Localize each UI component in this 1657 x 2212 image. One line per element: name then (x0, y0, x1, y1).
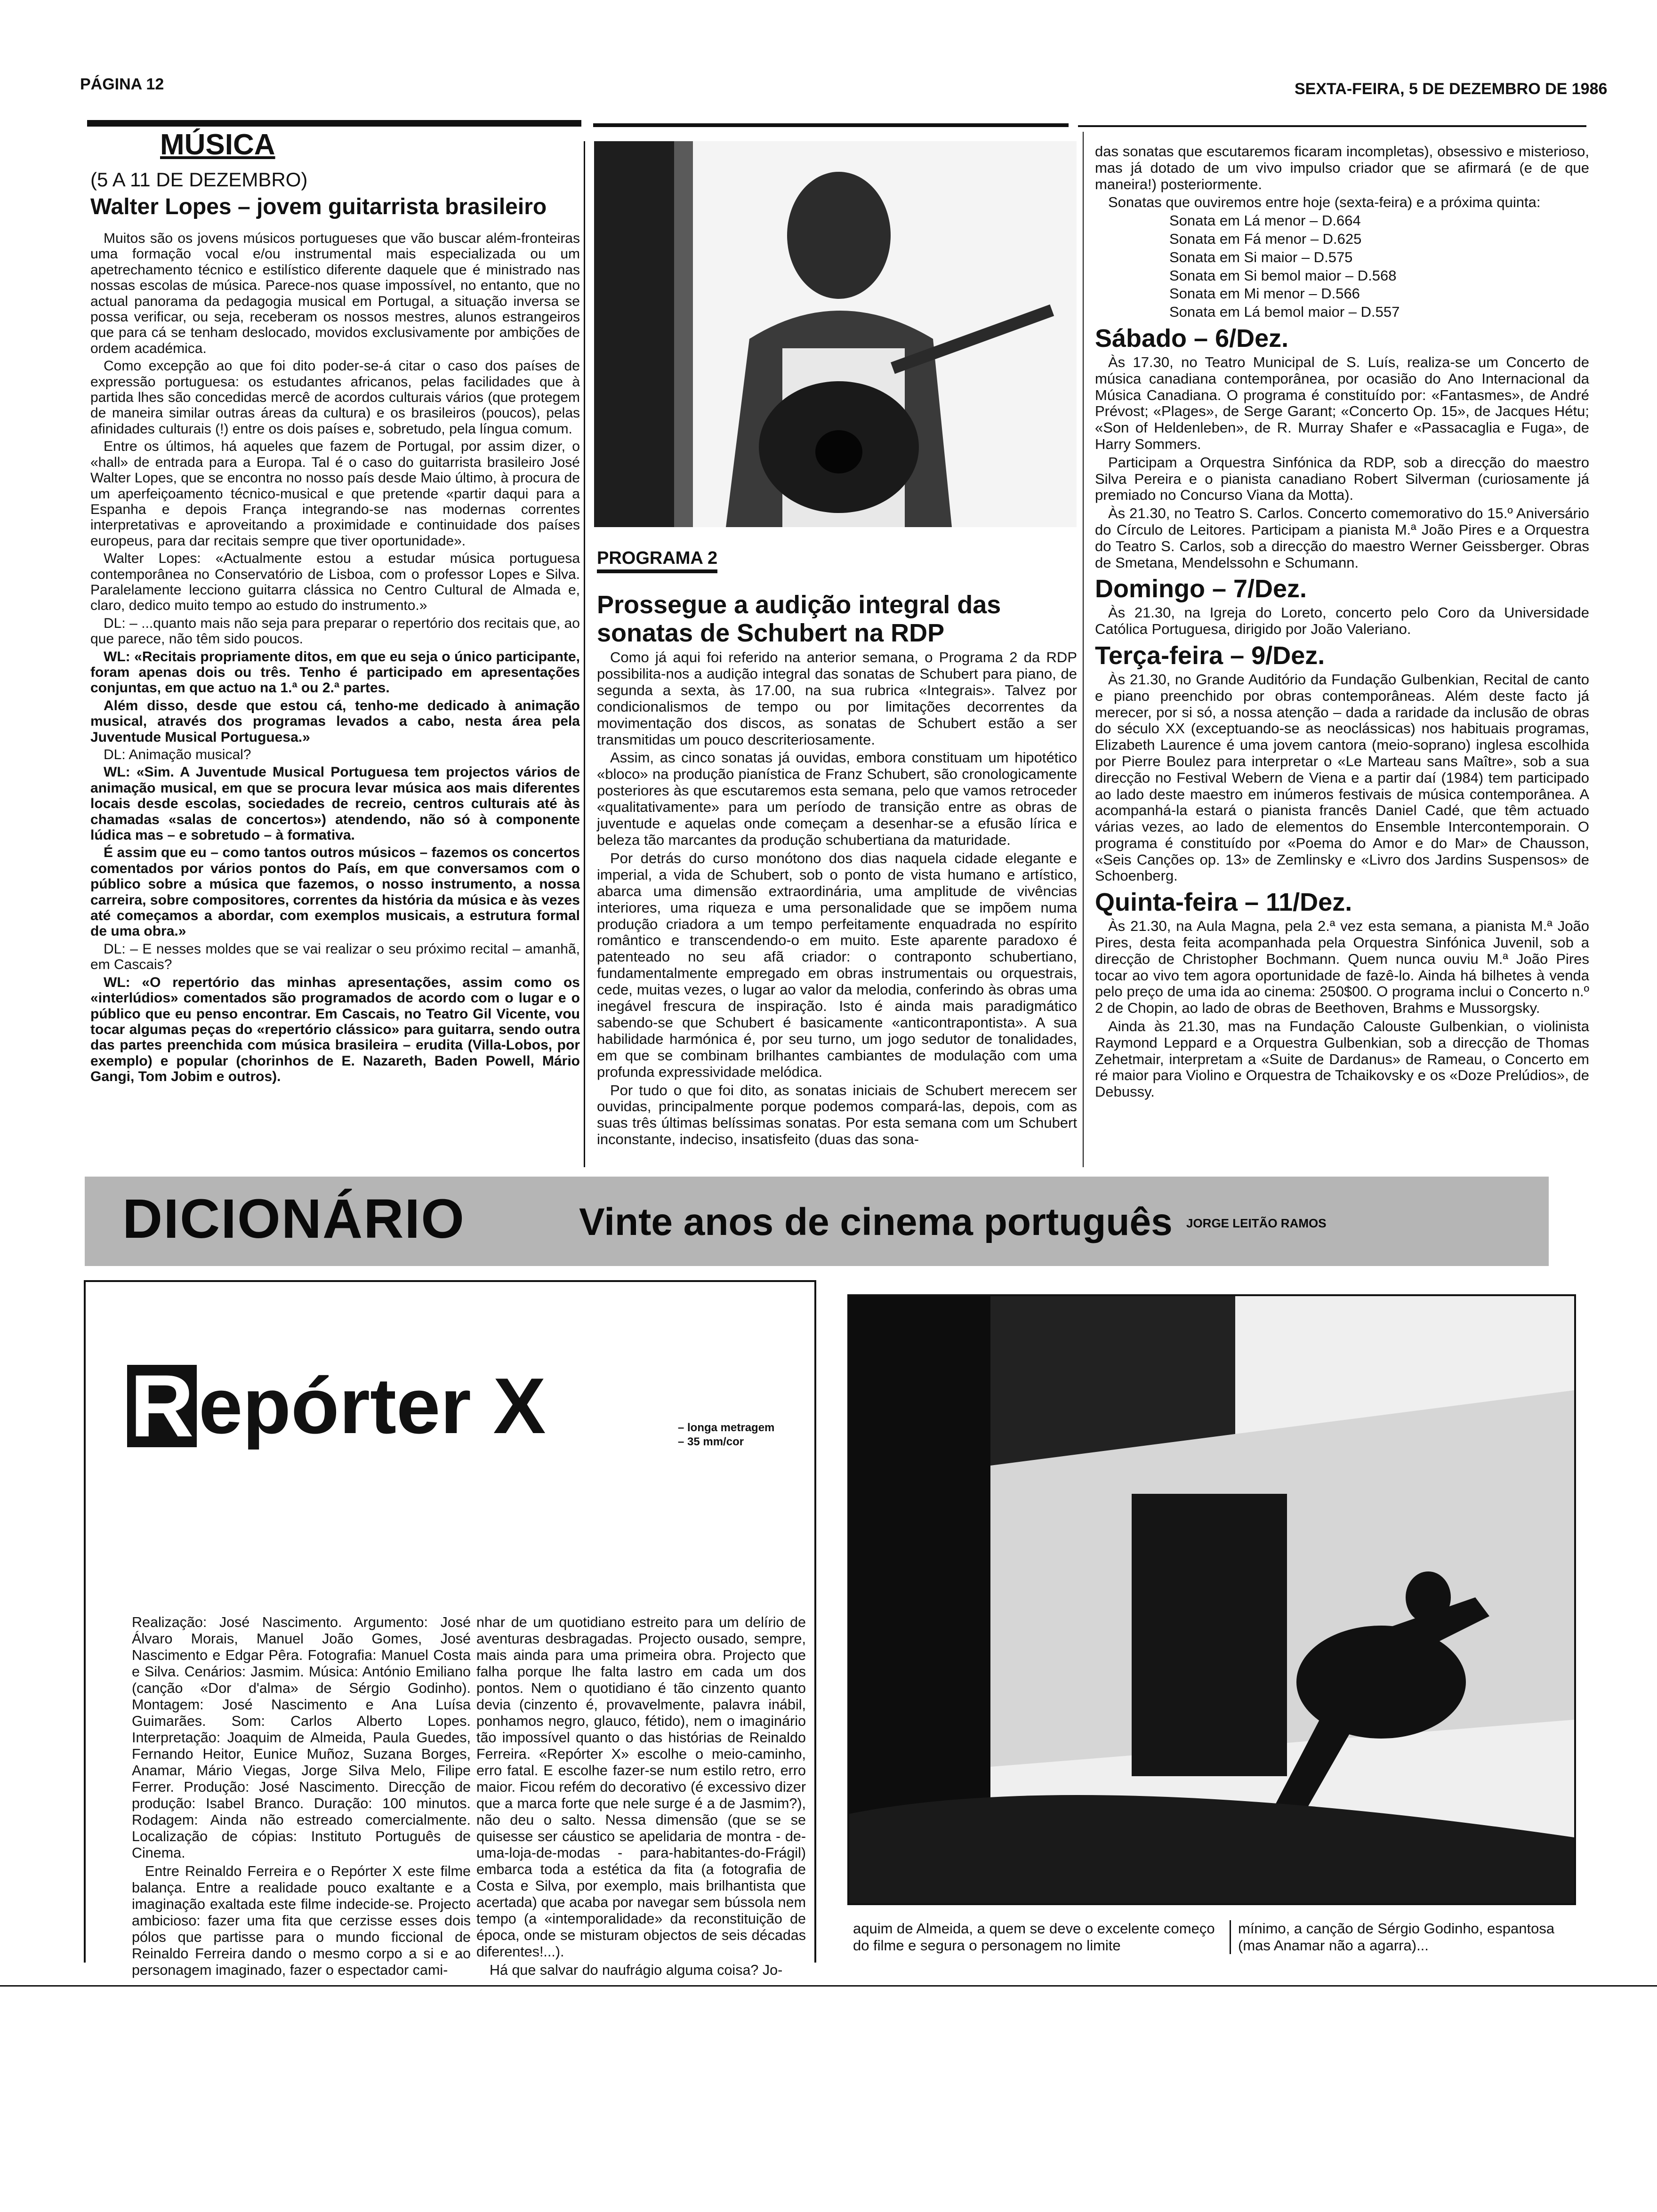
page-date: SEXTA-FEIRA, 5 DE DEZEMBRO DE 1986 (1295, 80, 1608, 98)
musica-paragraph: DL: – ...quanto mais não seja para preparar o repertório dos recitais que, ao que parece, não têm sido poucos. (90, 615, 580, 647)
sonata-item: Sonata em Lá bemol maior – D.557 (1169, 304, 1400, 321)
musica-paragraph: DL: Animação musical? (104, 747, 251, 762)
reporter-column-2 (476, 1614, 806, 1980)
musica-paragraph: WL: «Recitais propriamente ditos, em que eu seja o único participante, foram apenas dois ou três. Tenho é participado em apresentações conjuntas, em que actuo na 1.ª ou 2.ª partes. (90, 649, 580, 696)
musica-paragraph: Entre os últimos, há aqueles que fazem de Portugal, por assim dizer, o «hall» de entrada para a Europa. Tal é o caso do guitarrista brasileiro José Walter Lopes, que se encontra no nosso país desde Maio último, à procura de um aperfeiçoamento técnico-musical e que pretende «partir daqui para a Espanha e depois França integrando-se nas modernas correntes interpretativas e aproveitando a proximidade e continuidade dos países europeus, para dar recitais sempre que tiver oportunidade». (90, 439, 580, 549)
domingo-paragraph: Às 21.30, na Igreja do Loreto, concerto pelo Coro da Universidade Católica Portuguesa, dirigido por João Valeriano. (1095, 604, 1589, 638)
agenda-intro: das sonatas que escutaremos ficaram incompletas), obsessivo e misterioso, mas já dotado de um vivo impulso criador que se afirmará (e de que maneira!) posteriormente. (1095, 143, 1589, 192)
musica-paragraph: Como excepção ao que foi dito poder-se-á citar o caso dos países de expressão portuguesa: os estudantes africanos, pelas facilidades que à partida lhes são concedidas mercê de acordos culturais vários (que protegem de maneira similar outras áreas da cultura) e os brasileiros (poucos), pelas afinidades culturais (!) entre os dois países e, sobretudo, pela língua comum. (90, 358, 580, 437)
programa-headline: Prossegue a audição integral das sonatas de Schubert na RDP (597, 591, 1001, 647)
reporter-title: epórter X (199, 1362, 546, 1450)
sabado-paragraph: Às 17.30, no Teatro Municipal de S. Luís, realiza-se um Concerto de música canadiana contemporânea, por ocasião do Ano Internacional da Música Canadiana. O programa é constituído por: «Fantasmes», de André Prévost; «Plages», de Serge Garant; «Concerto Op. 15», de Jacques Hétu; «Son of Heldenleben», de R. Murray Shafer e «Passacaglia e Fuga», de Harry Sommers. (1095, 353, 1589, 452)
programa-paragraph: Por tudo o que foi dito, as sonatas iniciais de Schubert merecem ser ouvidas, principalmente porque podemos compará-las, depois, com as suas três últimas belíssimas sonatas. Por esta semana com um Schubert inconstante, indeciso, insatisfeito (duas das sona- (597, 1082, 1077, 1148)
reporter-column-1 (132, 1614, 471, 1980)
film-caption-1: aquim de Almeida, a quem se deve o excelente começo do filme e segura o personagem no limite (853, 1920, 1231, 1954)
reporter-paragraph: Há que salvar do naufrágio alguma coisa? Jo- (490, 1962, 783, 1978)
reporter-frame-top (84, 1280, 816, 1282)
top-rule-left (87, 120, 581, 127)
reporter-paragraph: Entre Reinaldo Ferreira e o Repórter X este filme balança. Entre a realidade pouco exaltante e a imaginação exaltada este filme indecide-se. Projecto ambicioso: fazer uma fita que cerzisse esses dois pólos que partisse para o mundo ficcional de Reinaldo Ferreira dando o mesmo corpo a si e ao personagem imaginado, fazer o espectador cami- (132, 1863, 471, 1978)
sonata-item: Sonata em Si maior – D.575 (1169, 248, 1353, 265)
quinta-title: Quinta-feira – 11/Dez. (1095, 888, 1352, 917)
programa-paragraph: Como já aqui foi referido na anterior semana, o Programa 2 da RDP possibilita-nos a audição integral das sonatas de Schubert para piano, de segunda a sexta, às 17.00, na sua rubrica «Integrais». Talvez por condicionalismos de tempo ou por limitações decorrentes da movimentação dos discos, as sonatas de Schubert estão a ser transmitidas um pouco descriteriosamente. (597, 649, 1077, 748)
sonata-item: Sonata em Si bemol maior – D.568 (1169, 267, 1397, 284)
guitarist-photo (594, 141, 1077, 527)
musica-body (90, 231, 580, 1087)
agenda-body (1095, 144, 1589, 1102)
sabado-paragraph: Participam a Orquestra Sinfónica da RDP, sob a direcção do maestro Silva Pereira e o pianista canadiano Robert Silverman (curiosamente já premiado no Concurso Viana da Motta). (1095, 454, 1589, 504)
top-rule-right (1078, 125, 1586, 127)
musica-dates: (5 A 11 DE DEZEMBRO) (90, 168, 308, 191)
quinta-paragraph: Às 21.30, na Aula Magna, pela 2.ª vez esta semana, a pianista M.ª João Pires, desta feita acompanhada pela Orquestra Sinfónica Juvenil, sob a direcção de Christopher Bochmann. Quem nunca ouviu M.ª João Pires tocar ao vivo tem agora oportunidade de fazê-lo. Ainda há bilhetes à venda pelo preço de uma ida ao cinema: 250$00. O programa inclui o Concerto n.º 2 de Chopin, ao lado de obras de Beethoven, Brahms e Mussorgsky. (1095, 918, 1589, 1017)
quinta-paragraph: Ainda às 21.30, mas na Fundação Calouste Gulbenkian, o violinista Raymond Leppard e a Orquestra Gulbenkian, sob a direcção de Thomas Zehetmair, interpretam a «Suite de Dardanus» de Rameau, o Concerto em ré maior para Violino e Orquestra de Tchaikovsky e os «Doze Prelúdios», de Debussy. (1095, 1018, 1589, 1100)
reporter-frame-mid (814, 1280, 816, 1963)
top-rule-mid (593, 123, 1069, 127)
programa-label: PROGRAMA 2 (597, 548, 717, 573)
dicionario-author: JORGE LEITÃO RAMOS (1186, 1216, 1327, 1230)
column-divider-2 (1083, 132, 1084, 1167)
programa-paragraph: Por detrás do curso monótono dos dias naquela cidade elegante e imperial, a vida de Schubert, sob o ponto de vista humano e artístico, abarca uma dimensão extraordinária, uma amplitude de vivências interiores, uma riqueza e uma personalidade que se impõem numa produção criadora a um tempo perfeitamente enquadrada no espírito romântico e transcendendo-o em muito. Este aparente paradoxo é patenteado no seu afã criador: o contraponto schubertiano, fundamentalmente empregado em obras instrumentais ou orquestrais, cede, muitas vezes, o lugar ao valor da melodia, conferindo às obras uma inegável frescura de inspiração. Isto é ainda mais paradigmático sabendo-se que Schubert é basicamente «anticontrapontista». A sua habilidade harmónica é, por seu turno, um jogo sedutor de tonalidades, em que se combinam brilhantes cambiantes de modulação com uma profunda expressividade melódica. (597, 850, 1077, 1080)
musica-paragraph: WL: «O repertório das minhas apresentações, assim como os «interlúdios» comentados são programados de acordo com o lugar e o público que eu penso encontrar. Em Cascais, no Teatro Gil Vicente, vou tocar algumas peças do «repertório clássico» para guitarra, sendo outra das partes preenchida com música brasileira – erudita (Villa-Lobos, por exemplo) e popular (chorinhos de E. Nazareth, Baden Powell, Mário Gangi, Tom Jobim e outros). (90, 974, 580, 1085)
musica-paragraph: DL: – E nesses moldes que se vai realizar o seu próximo recital – amanhã, em Cascais? (90, 941, 580, 973)
column-divider-1 (584, 141, 585, 1167)
terca-title: Terça-feira – 9/Dez. (1095, 641, 1325, 670)
musica-paragraph: Walter Lopes: «Actualmente estou a estudar música portuguesa contemporânea no Conservatório de Lisboa, com o professor Lopes e Silva. Paralelamente lecciono guitarra clássica no Centro Cultural de Almada e, claro, dedico muito tempo ao estudo do instrumento.» (90, 551, 580, 614)
dicionario-title: DICIONÁRIO (122, 1188, 465, 1250)
film-still-illustration (849, 1296, 1574, 1903)
musica-headline: Walter Lopes – jovem guitarrista brasileiro (90, 194, 547, 219)
reporter-meta-2: – 35 mm/cor (678, 1435, 744, 1448)
sabado-title: Sábado – 6/Dez. (1095, 324, 1289, 353)
dicionario-banner (85, 1177, 1549, 1266)
musica-paragraph: WL: «Sim. A Juventude Musical Portuguesa tem projectos vários de animação musical, em que se procura levar música aos mais diferentes locais desde escolas, sociedades de recreio, centros culturais até às chamadas «salas de concertos») atendendo, não só à componente lúdica mas – e sobretudo – à formativa. (90, 764, 580, 843)
programa-body (597, 649, 1077, 1150)
programa-paragraph: Assim, as cinco sonatas já ouvidas, embora constituam um hipotético «bloco» na produção pianística de Franz Schubert, são cronologicamente posteriores às que escutaremos esta semana, pelo que vamos retroceder «qualitativamente» para um período de transição entre as obras de juventude e aquelas onde começam a desenhar-se a efusão lírica e beleza tão marcantes da produção schubertiana da maturidade. (597, 749, 1077, 848)
sonata-item: Sonata em Fá menor – D.625 (1169, 230, 1362, 247)
reporter-initial: R (127, 1365, 197, 1447)
musica-paragraph: É assim que eu – como tantos outros músicos – fazemos os concertos comentados por vários pontos do País, em que conversamos com o público sobre a música que fazemos, o nosso instrumento, a nossa carreira, sobre compositores, correntes da história da música e às vezes até começamos a abordar, com exemplos musicais, a estrutura formal de uma obra.» (90, 845, 580, 939)
reporter-meta-1: – longa metragem (678, 1421, 775, 1434)
bottom-rule (0, 1985, 1657, 1987)
reporter-frame-left (84, 1280, 86, 1963)
reporter-credits: Realização: José Nascimento. Argumento: José Álvaro Morais, Manuel João Gomes, José Nascimento e Edgar Pêra. Fotografia: Manuel Costa e Silva. Cenários: Jasmim. Música: António Emiliano (canção «Dor d'alma» de Sérgio Godinho). Montagem: José Nascimento e Ana Luísa Guimarães. Som: Carlos Alberto Lopes. Interpretação: Joaquim de Almeida, Paula Guedes, Fernando Heitor, Eunice Muñoz, Suzana Borges, Anamar, Mário Viegas, Jorge Silva Melo, Filipe Ferrer. Produção: José Nascimento. Direcção de produção: Isabel Branco. Duração: 100 minutos. Rodagem: Ainda não estreado comercialmente. Localização de cópias: Instituto Português de Cinema. (132, 1614, 471, 1861)
domingo-title: Domingo – 7/Dez. (1095, 575, 1307, 603)
dicionario-subtitle: Vinte anos de cinema português (579, 1201, 1173, 1243)
agenda-intro-2: Sonatas que ouviremos entre hoje (sexta-feira) e a próxima quinta: (1108, 194, 1541, 211)
musica-paragraph: Além disso, desde que estou cá, tenho-me dedicado à animação musical, através dos programas levados a cabo, nesta área pela Juventude Musical Portuguesa.» (90, 697, 580, 745)
film-caption-2: mínimo, a canção de Sérgio Godinho, espantosa (mas Anamar não a agarra)... (1238, 1920, 1555, 1954)
musica-paragraph: Muitos são os jovens músicos portugueses que vão buscar além-fronteiras uma formação vocal e/ou instrumental mais especializada ou um apetrechamento técnico e estilístico diferente daquele que é ministrado nas nossas escolas de música. Parece-nos quase impossível, no entanto, que no actual panorama da pedagogia musical em Portugal, a situação inversa se possa verificar, ou seja, receberam os nossos mestres, alunos estrangeiros que para cá se tenham deslocado, movidos exclusivamente por ambições de ordem académica. (90, 231, 580, 356)
section-musica: MÚSICA (160, 128, 275, 161)
sabado-paragraph: Às 21.30, no Teatro S. Carlos. Concerto comemorativo do 15.º Aniversário do Círculo de Leitores. Participam a pianista M.ª João Pires e a Orquestra do Teatro S. Carlos, sob a direcção do maestro Werner Geissberger. Obras de Smetana, Mendelssohn e Schumann. (1095, 505, 1589, 571)
reporter-paragraph: nhar de um quotidiano estreito para um delírio de aventuras desbragadas. Projecto ousado, sempre, mais ainda para uma primeira obra. Projecto que falha porque lhe falta lastro em cada um dos pontos. Nem o quotidiano é tão cinzento quanto devia (cinzento é, provavelmente, palavra inábil, ponhamos negro, glauco, fétido), nem o imaginário tão impossível quanto o das histórias de Reinaldo Ferreira. «Repórter X» escolhe o meio-caminho, erro fatal. E escolhe fazer-se num estilo retro, erro maior. Ficou refém do decorativo (é excessivo dizer que a marca forte que nele surge é a de Jasmim?), não deu o salto. Nessa dimensão (que se se quisesse ser cáustico se apelidaria de montra - de-uma-loja-de-modas - para-habitantes-do-Frágil) embarca toda a estética da fita (a fotografia de Costa e Silva, por exemplo, mais brilhantista que acertada) que acaba por navegar sem bússola nem tempo (a «intemporalidade» da reconstituição de época, onde se misturam objectos de seis décadas diferentes!...). (476, 1614, 806, 1960)
page-number: PÁGINA 12 (80, 75, 164, 93)
sonata-item: Sonata em Lá menor – D.664 (1169, 212, 1361, 229)
terca-paragraph: Às 21.30, no Grande Auditório da Fundação Gulbenkian, Recital de canto e piano preenchido por obras contemporâneas. Além deste facto já merecer, por si só, a nossa atenção – dada a raridade da inclusão de obras do século XX (exceptuando-se as neoclássicas) nos habituais programas, Elizabeth Laurence é uma jovem cantora (meio-soprano) inglesa escolhida por Pierre Boulez para interpretar o «Le Marteau sans Maître», sob a sua direcção no Festival Webern de Viena e a partir daí (1984) tem participado ao lado deste maestro em inúmeros festivais de música contemporânea. A acompanhá-la estará o pianista francês Daniel Cadé, que têm actuado várias vezes, ao lado de elementos do Ensemble Intercontemporain. O programa é constituído por «Poema do Amor e do Mar» de Chausson, «Seis Canções op. 13» de Zemlinsky e «Livro dos Jardins Suspensos» de Schoenberg. (1095, 671, 1589, 884)
sonata-item: Sonata em Mi menor – D.566 (1169, 285, 1360, 302)
film-still-photo (847, 1294, 1576, 1905)
guitarist-illustration (594, 141, 1077, 527)
